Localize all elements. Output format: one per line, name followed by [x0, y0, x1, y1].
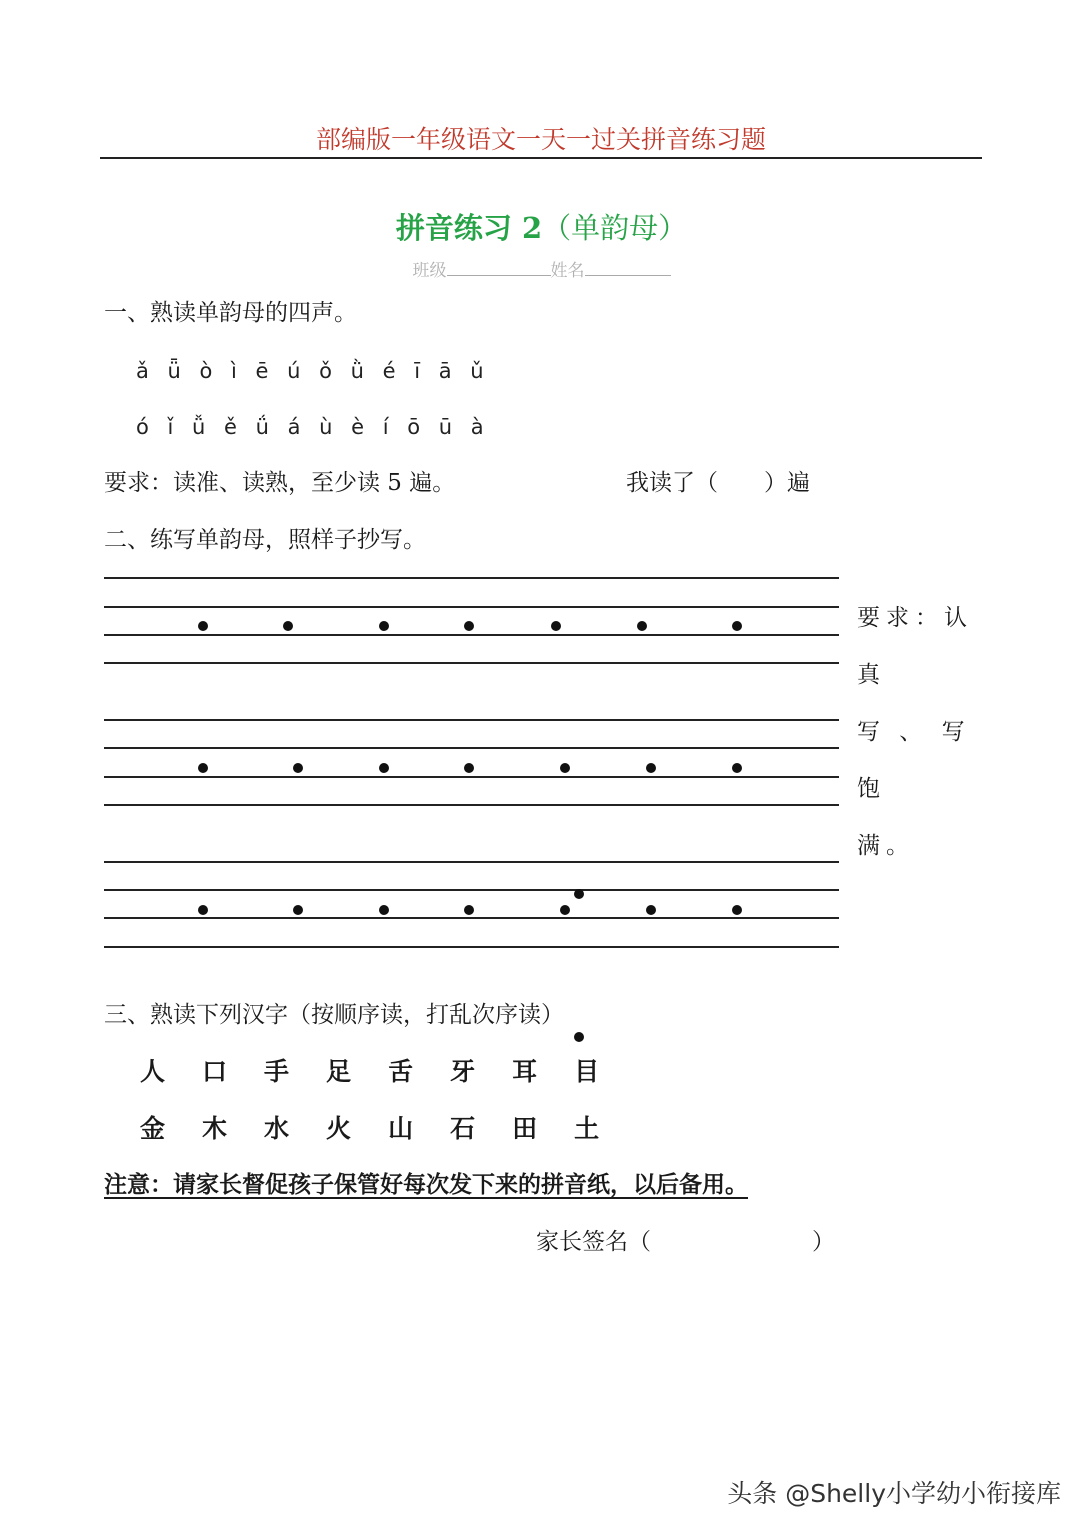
- char-row-1: [140, 1054, 599, 1090]
- sample-dot: [574, 889, 584, 899]
- sample-dot: [551, 621, 561, 631]
- writing-requirement: [857, 590, 982, 875]
- pinyin-row-1: ǎ ǖ ò ì ē ú ǒ ǜ é ī ā ǔ: [136, 359, 490, 383]
- sample-dot: [379, 763, 389, 773]
- writing-line: [104, 662, 839, 664]
- section2-heading: 二、练写单韵母，照样子抄写。: [104, 527, 426, 553]
- sample-dot: [646, 763, 656, 773]
- name-blank[interactable]: [585, 275, 671, 276]
- student-info: [0, 258, 1083, 284]
- char-item: 耳: [512, 1057, 538, 1086]
- writing-line: [104, 747, 839, 749]
- watermark: 头条 @Shelly小学幼小衔接库: [727, 1479, 1061, 1508]
- sample-dot: [637, 621, 647, 631]
- sample-dot: [379, 905, 389, 915]
- writing-line: [104, 719, 839, 721]
- sample-dot: [560, 905, 570, 915]
- writing-requirement-line: 写 、 写饱: [857, 719, 971, 802]
- sample-dot: [198, 905, 208, 915]
- char-item: 目: [574, 1057, 600, 1086]
- writing-line: [104, 606, 839, 608]
- char-item: 木: [202, 1114, 228, 1143]
- exercise-title-main: 拼音练习 2: [395, 211, 543, 245]
- sample-dot: [464, 763, 474, 773]
- exercise-subtitle: （单韵母）: [542, 211, 688, 245]
- writing-line: [104, 917, 839, 919]
- sample-dot: [732, 621, 742, 631]
- exercise-title: [0, 206, 1083, 250]
- class-blank[interactable]: [447, 275, 551, 276]
- sample-dot: [198, 763, 208, 773]
- class-label: 班级: [412, 261, 447, 281]
- sample-dot: [560, 763, 570, 773]
- char-item: 手: [264, 1057, 290, 1086]
- name-label: 姓名: [550, 261, 585, 281]
- char-item: 牙: [450, 1057, 476, 1086]
- writing-line: [104, 804, 839, 806]
- sample-dot: [646, 905, 656, 915]
- sample-dot: [464, 621, 474, 631]
- char-item: 水: [264, 1114, 290, 1143]
- sample-dot: [198, 621, 208, 631]
- writing-line: [104, 861, 839, 863]
- char-item: 石: [450, 1114, 476, 1143]
- writing-requirement-line: 要求：认真: [857, 605, 973, 688]
- read-requirement: 要求：读准、读熟，至少读 5 遍。: [104, 470, 456, 496]
- sample-dot: [379, 621, 389, 631]
- sample-dot: [464, 905, 474, 915]
- char-item: 山: [388, 1114, 414, 1143]
- sample-dot: [732, 763, 742, 773]
- writing-line: [104, 889, 839, 891]
- writing-requirement-line: 满。: [857, 833, 915, 859]
- char-item: 火: [326, 1114, 352, 1143]
- sample-dot: [732, 905, 742, 915]
- char-item: 口: [202, 1057, 228, 1086]
- sample-dot: [293, 763, 303, 773]
- char-item: 足: [326, 1057, 352, 1086]
- writing-line: [104, 946, 839, 948]
- pinyin-row-2: ó ǐ ǚ ě ǘ á ù è í ō ū à: [136, 415, 490, 439]
- writing-line: [104, 776, 839, 778]
- section1-heading: 一、熟读单韵母的四声。: [104, 300, 357, 326]
- char-item: 金: [140, 1114, 166, 1143]
- char-row-2: [140, 1111, 599, 1147]
- writing-line: [104, 577, 839, 579]
- sample-dot: [283, 621, 293, 631]
- header-rule: [100, 157, 982, 159]
- parent-notice: 注意：请家长督促孩子保管好每次发下来的拼音纸，以后备用。: [104, 1171, 748, 1198]
- stray-dot: [574, 1032, 584, 1042]
- parent-signature-field: 家长签名（ ）: [536, 1229, 835, 1255]
- char-item: 人: [140, 1057, 166, 1086]
- writing-line: [104, 634, 839, 636]
- sample-dot: [293, 905, 303, 915]
- char-item: 土: [574, 1114, 600, 1143]
- char-item: 舌: [388, 1057, 414, 1086]
- header-title: 部编版一年级语文一天一过关拼音练习题: [315, 125, 766, 154]
- char-item: 田: [512, 1114, 538, 1143]
- section3-heading: 三、熟读下列汉字（按顺序读，打乱次序读）: [104, 1002, 564, 1028]
- read-count-field: 我读了（ ）遍: [626, 470, 810, 496]
